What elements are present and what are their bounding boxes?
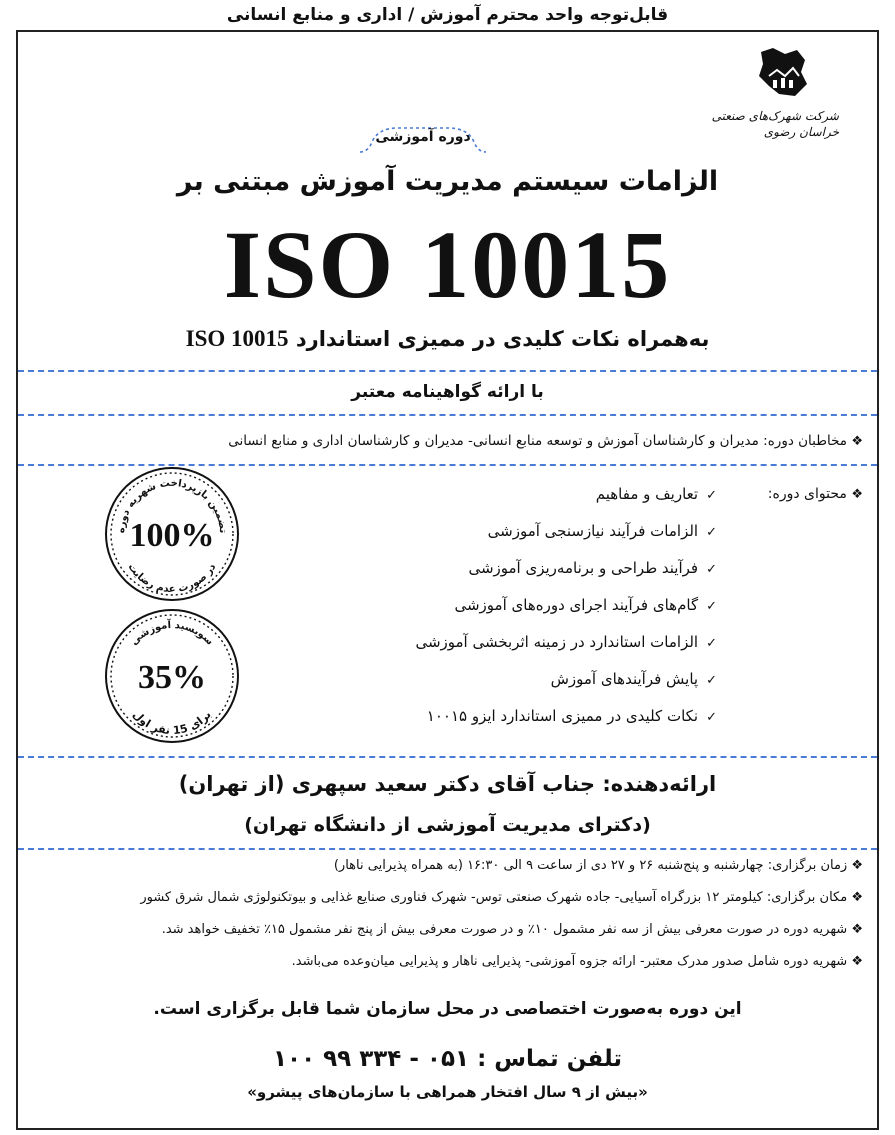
phone-label: تلفن تماس : (477, 1046, 622, 1072)
seal-value: 35% (138, 659, 206, 696)
phone-number: ۰۵۱ - ۳۳۴ ۹۹ ۱۰۰ (273, 1046, 470, 1072)
diamond-bullet-icon: ❖ (851, 922, 863, 937)
check-icon: ✓ (706, 488, 717, 503)
diamond-bullet-icon: ❖ (851, 858, 863, 873)
company-name: شرکت شهرک‌های صنعتی خراسان رضوی (711, 109, 839, 139)
check-icon: ✓ (706, 710, 717, 725)
audience-label: مخاطبان دوره: (763, 433, 848, 449)
check-icon: ✓ (706, 562, 717, 577)
check-icon: ✓ (706, 673, 717, 688)
company-logo-icon (755, 46, 811, 100)
check-icon: ✓ (706, 636, 717, 651)
content-label: محتوای دوره: (767, 486, 847, 502)
course-tag-label: دوره آموزشی (375, 129, 471, 145)
course-tag (358, 124, 488, 154)
diamond-bullet-icon: ❖ (851, 434, 863, 449)
info-list (28, 856, 863, 984)
course-subtitle (18, 324, 877, 354)
seal-top-text: تضمین بازپرداخت شهریه دوره (115, 477, 229, 534)
iso-title: ISO 10015 (223, 211, 672, 318)
seal-bottom-text: در صورت عدم رضایت (125, 561, 219, 595)
divider (18, 756, 877, 758)
presenter-line: ارائه‌دهنده: جناب آقای دکتر سعید سپهری (از تهران) (178, 772, 717, 796)
company-logo (711, 46, 839, 156)
check-icon: ✓ (706, 599, 717, 614)
divider (18, 848, 877, 850)
info-place: ❖ مکان برگزاری: کیلومتر ۱۲ بزرگراه آسیایی- جاده شهرک صنعتی توس- شهرک فناوری صنایع غذایی و بیوتکنولوژی شمال شرق کشور (140, 890, 863, 905)
info-discount: ❖ شهریه دوره در صورت معرفی بیش از سه نفر مشمول ۱۰٪ و در صورت معرفی بیش از پنج نفر مشمول ۱۵٪ تخفیف خواهد شد. (161, 922, 863, 937)
flyer-frame (16, 30, 879, 1130)
diamond-bullet-icon: ❖ (851, 954, 863, 969)
check-icon: ✓ (706, 525, 717, 540)
contact-phone (18, 1042, 877, 1076)
audience-line (33, 430, 863, 453)
svg-text:برای 15 نفر اول (130, 708, 214, 737)
diamond-bullet-icon: ❖ (851, 487, 863, 502)
list-item: ✓گام‌های فرآیند اجرای دوره‌های آموزشی (454, 596, 717, 614)
list-item: ✓الزامات فرآیند نیازسنجی آموزشی (487, 522, 717, 540)
subtitle-iso: ISO 10015 (185, 326, 289, 351)
divider (18, 370, 877, 372)
list-item: ✓تعاریف و مفاهیم (595, 485, 717, 503)
list-item: ✓الزامات استاندارد در زمینه اثربخشی آموزشی (415, 633, 717, 651)
top-notice: قابل‌توجه واحد محترم آموزش / اداری و منابع انسانی (226, 5, 669, 25)
guarantee-seal (102, 464, 242, 604)
content-list (297, 482, 717, 741)
subtitle-text: به‌همراه نکات کلیدی در ممیزی استاندارد (295, 327, 710, 351)
inhouse-note: این دوره به‌صورت اختصاصی در محل سازمان شما قابل برگزاری است. (153, 999, 742, 1019)
seal-top-text: سوبسید آموزشی (128, 619, 216, 648)
seal-bottom-text: برای 15 نفر اول (130, 707, 214, 738)
list-item: ✓پایش فرآیندهای آموزش (550, 670, 717, 688)
list-item: ✓فرآیند طراحی و برنامه‌ریزی آموزشی (468, 559, 717, 577)
presenter-degree: (دکترای مدیریت آموزشی از دانشگاه تهران) (244, 814, 651, 836)
motto: «بیش از ۹ سال افتخار همراهی با سازمان‌های پیشرو» (247, 1083, 648, 1101)
content-heading (768, 482, 863, 507)
info-fee-includes: ❖ شهریه دوره شامل صدور مدرک معتبر- ارائه جزوه آموزشی- پذیرایی ناهار و پذیرایی میان‌وعده می‌باشد. (291, 954, 863, 969)
seal-value: 100% (129, 517, 215, 554)
list-item: ✓نکات کلیدی در ممیزی استاندارد ایزو ۱۰۰۱۵ (426, 707, 717, 725)
divider (18, 414, 877, 416)
diamond-bullet-icon: ❖ (851, 890, 863, 905)
audience-text: مدیران و کارشناسان آموزش و توسعه منابع انسانی- مدیران و کارشناسان اداری و منابع انسانی (228, 433, 759, 449)
info-time: ❖ زمان برگزاری: چهارشنبه و پنج‌شنبه ۲۶ و ۲۷ دی از ساعت ۹ الی ۱۶:۳۰ (به همراه پذیرایی ناهار) (333, 858, 863, 873)
certificate-line: با ارائه گواهینامه معتبر (351, 382, 544, 402)
course-title: الزامات سیستم مدیریت آموزش مبتنی بر (176, 166, 719, 197)
svg-text:در صورت عدم رضایت (125, 562, 218, 595)
subsidy-seal (102, 606, 242, 746)
